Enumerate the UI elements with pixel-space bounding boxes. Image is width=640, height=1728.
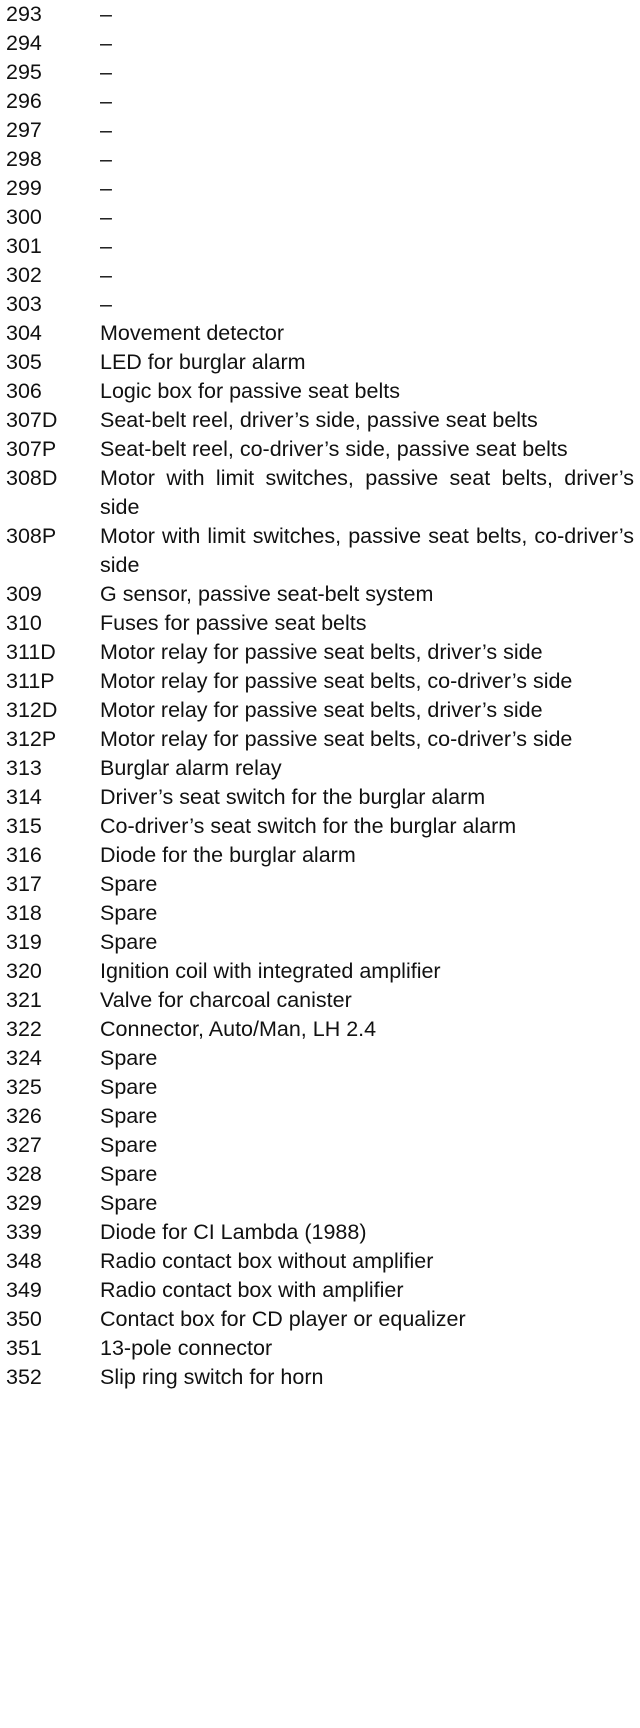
component-description: Valve for charcoal canister xyxy=(100,988,352,1012)
component-code: 322 xyxy=(6,1017,42,1041)
component-description: Spare xyxy=(100,1162,158,1186)
component-description: – xyxy=(100,205,112,229)
component-description: Radio contact box without amplifier xyxy=(100,1249,434,1273)
component-description: Spare xyxy=(100,872,158,896)
component-code: 327 xyxy=(6,1133,42,1157)
component-code: 308D xyxy=(6,466,58,490)
component-description: Driver’s seat switch for the burglar alarm xyxy=(100,785,486,809)
component-description: Motor relay for passive seat belts, co-driver’s side xyxy=(100,727,573,751)
component-description: Spare xyxy=(100,1191,158,1215)
legend-row xyxy=(0,1247,640,1276)
component-description: – xyxy=(100,176,112,200)
component-description: Spare xyxy=(100,1046,158,1070)
component-code: 297 xyxy=(6,118,42,142)
component-description: Radio contact box with amplifier xyxy=(100,1278,404,1302)
component-code: 317 xyxy=(6,872,42,896)
component-code: 339 xyxy=(6,1220,42,1244)
legend-row xyxy=(0,986,640,1015)
component-code: 324 xyxy=(6,1046,42,1070)
component-code: 310 xyxy=(6,611,42,635)
legend-row xyxy=(0,609,640,638)
component-description: Contact box for CD player or equalizer xyxy=(100,1307,466,1331)
component-description: Slip ring switch for horn xyxy=(100,1365,324,1389)
legend-row xyxy=(0,1276,640,1305)
legend-row xyxy=(0,464,640,522)
component-description: Motor with limit switches, passive seat belts, driver’s side xyxy=(100,466,634,519)
component-code: 329 xyxy=(6,1191,42,1215)
component-code: 298 xyxy=(6,147,42,171)
legend-row xyxy=(0,1073,640,1102)
component-code: 351 xyxy=(6,1336,42,1360)
legend-row xyxy=(0,29,640,58)
component-code: 307D xyxy=(6,408,58,432)
legend-row xyxy=(0,174,640,203)
legend-row xyxy=(0,319,640,348)
component-description: Fuses for passive seat belts xyxy=(100,611,367,635)
component-description: Diode for the burglar alarm xyxy=(100,843,356,867)
legend-row xyxy=(0,1334,640,1363)
component-code: 307P xyxy=(6,437,57,461)
legend-row xyxy=(0,957,640,986)
legend-row xyxy=(0,841,640,870)
legend-row xyxy=(0,406,640,435)
component-code: 309 xyxy=(6,582,42,606)
component-description: Motor relay for passive seat belts, driver’s side xyxy=(100,640,543,664)
component-description: 13-pole connector xyxy=(100,1336,273,1360)
legend-row xyxy=(0,696,640,725)
legend-row xyxy=(0,1189,640,1218)
component-code: 300 xyxy=(6,205,42,229)
component-description: Spare xyxy=(100,1133,158,1157)
component-code: 299 xyxy=(6,176,42,200)
component-code: 303 xyxy=(6,292,42,316)
legend-row xyxy=(0,754,640,783)
component-description: – xyxy=(100,234,112,258)
component-code: 312D xyxy=(6,698,58,722)
legend-row xyxy=(0,1015,640,1044)
legend-row xyxy=(0,1363,640,1392)
component-code: 325 xyxy=(6,1075,42,1099)
component-description: Seat-belt reel, co-driver’s side, passive seat belts xyxy=(100,437,568,461)
component-code: 315 xyxy=(6,814,42,838)
component-code: 326 xyxy=(6,1104,42,1128)
legend-row xyxy=(0,1305,640,1334)
component-code: 295 xyxy=(6,60,42,84)
legend-row xyxy=(0,580,640,609)
legend-row xyxy=(0,58,640,87)
component-description: Motor relay for passive seat belts, driver’s side xyxy=(100,698,543,722)
component-description: – xyxy=(100,292,112,316)
legend-row xyxy=(0,870,640,899)
component-code: 328 xyxy=(6,1162,42,1186)
component-description: – xyxy=(100,31,112,55)
component-description: Seat-belt reel, driver’s side, passive seat belts xyxy=(100,408,538,432)
legend-row xyxy=(0,1160,640,1189)
legend-row xyxy=(0,87,640,116)
legend-row xyxy=(0,1131,640,1160)
legend-row xyxy=(0,638,640,667)
component-code: 319 xyxy=(6,930,42,954)
component-description: LED for burglar alarm xyxy=(100,350,306,374)
legend-row xyxy=(0,812,640,841)
component-description: Burglar alarm relay xyxy=(100,756,282,780)
component-description: Spare xyxy=(100,930,158,954)
component-description: – xyxy=(100,2,112,26)
component-code: 320 xyxy=(6,959,42,983)
component-code: 304 xyxy=(6,321,42,345)
component-description: G sensor, passive seat-belt system xyxy=(100,582,434,606)
legend-row xyxy=(0,0,640,29)
component-code: 302 xyxy=(6,263,42,287)
component-description: – xyxy=(100,263,112,287)
legend-row xyxy=(0,203,640,232)
legend-row xyxy=(0,290,640,319)
component-code: 321 xyxy=(6,988,42,1012)
component-code: 311D xyxy=(6,640,56,664)
component-code: 301 xyxy=(6,234,42,258)
legend-row xyxy=(0,899,640,928)
legend-row xyxy=(0,145,640,174)
legend-row xyxy=(0,116,640,145)
legend-row xyxy=(0,783,640,812)
component-code: 348 xyxy=(6,1249,42,1273)
legend-row xyxy=(0,1102,640,1131)
component-description: Movement detector xyxy=(100,321,285,345)
component-description: Diode for CI Lambda (1988) xyxy=(100,1220,367,1244)
legend-row xyxy=(0,435,640,464)
component-description: Ignition coil with integrated amplifier xyxy=(100,959,441,983)
component-description: – xyxy=(100,89,112,113)
component-description: – xyxy=(100,118,112,142)
component-description: Spare xyxy=(100,1104,158,1128)
legend-row xyxy=(0,667,640,696)
component-description: – xyxy=(100,147,112,171)
legend-row xyxy=(0,232,640,261)
legend-row xyxy=(0,348,640,377)
component-description: Spare xyxy=(100,1075,158,1099)
component-code: 349 xyxy=(6,1278,42,1302)
component-code: 293 xyxy=(6,2,42,26)
component-code: 305 xyxy=(6,350,42,374)
component-code: 350 xyxy=(6,1307,42,1331)
component-code: 294 xyxy=(6,31,42,55)
legend-row xyxy=(0,1044,640,1073)
component-description: Connector, Auto/Man, LH 2.4 xyxy=(100,1017,377,1041)
component-code: 318 xyxy=(6,901,42,925)
legend-row xyxy=(0,725,640,754)
component-code: 296 xyxy=(6,89,42,113)
component-code: 314 xyxy=(6,785,42,809)
component-description: Logic box for passive seat belts xyxy=(100,379,400,403)
legend-row xyxy=(0,377,640,406)
component-code: 313 xyxy=(6,756,42,780)
legend-row xyxy=(0,928,640,957)
component-code: 306 xyxy=(6,379,42,403)
component-code: 308P xyxy=(6,524,57,548)
component-code: 311P xyxy=(6,669,55,693)
legend-row xyxy=(0,522,640,580)
component-description: Motor with limit switches, passive seat belts, co-driver’s side xyxy=(100,524,634,577)
component-code: 312P xyxy=(6,727,57,751)
component-code: 352 xyxy=(6,1365,42,1389)
component-description: – xyxy=(100,60,112,84)
component-description: Co-driver’s seat switch for the burglar alarm xyxy=(100,814,517,838)
component-description: Spare xyxy=(100,901,158,925)
legend-row xyxy=(0,261,640,290)
component-code: 316 xyxy=(6,843,42,867)
legend-row xyxy=(0,1218,640,1247)
component-description: Motor relay for passive seat belts, co-driver’s side xyxy=(100,669,573,693)
